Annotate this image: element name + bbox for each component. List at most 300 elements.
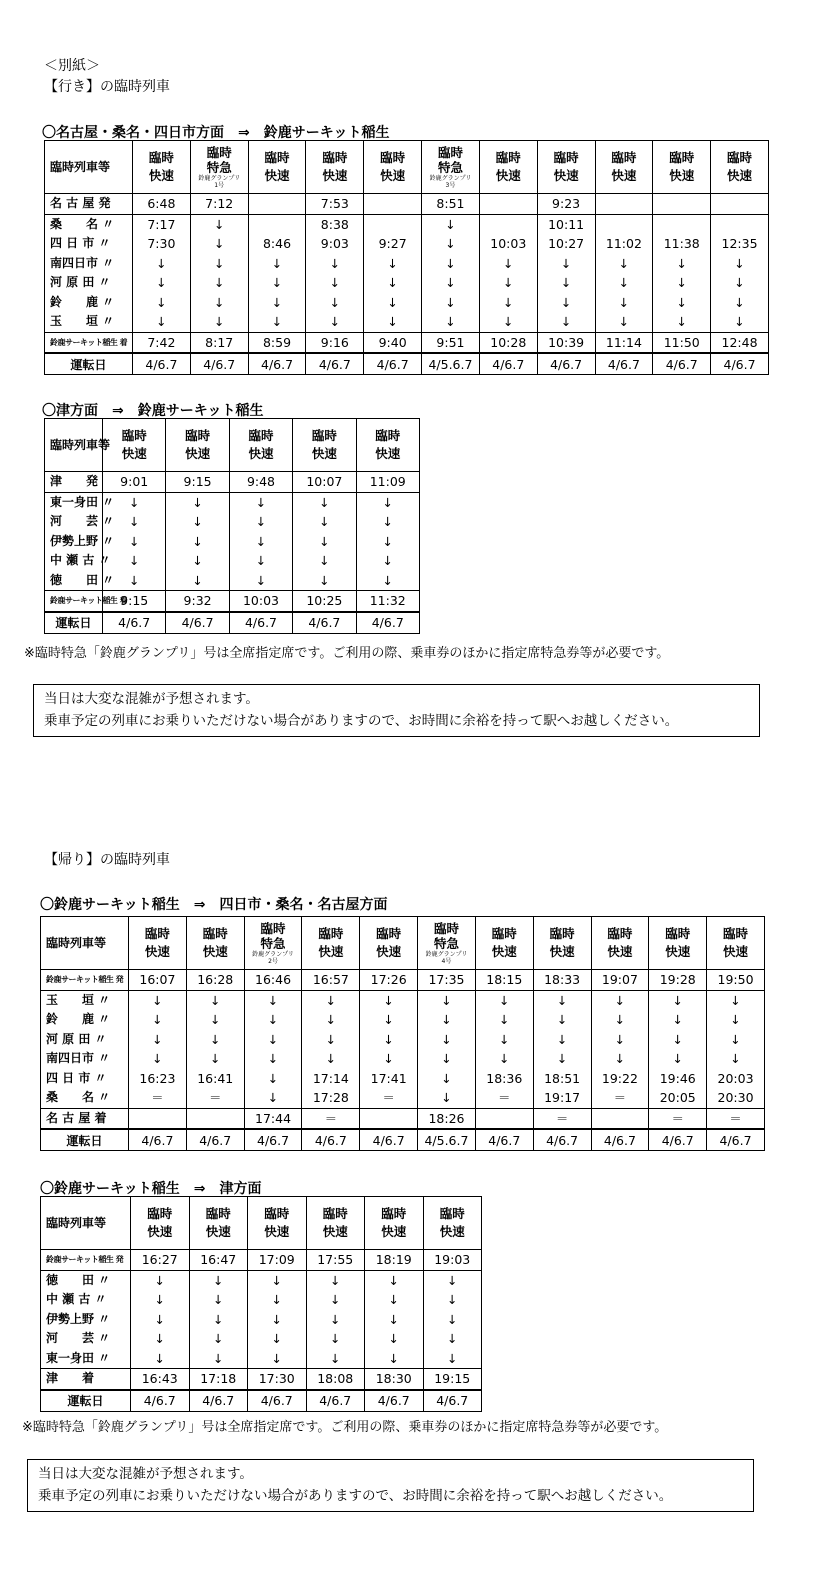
operation-days-label: 運転日 <box>45 353 133 375</box>
inbound-timetable-2 <box>40 1196 482 1412</box>
time-cell: ↓ <box>293 492 356 512</box>
time-cell: ↓ <box>475 1049 533 1069</box>
outbound-timetable-1 <box>44 140 769 375</box>
station-name: 東一身田 〃 <box>41 1349 131 1369</box>
table-row <box>41 1329 482 1349</box>
outbound-notice-box <box>33 684 760 737</box>
train-name: 鈴鹿グランプリ <box>425 951 468 958</box>
time-cell: ↓ <box>591 1030 649 1050</box>
time-cell: ↓ <box>360 1049 418 1069</box>
time-cell: ↓ <box>707 1030 765 1050</box>
time-cell: 17:35 <box>418 970 476 991</box>
train-type-line-1: 臨時 <box>439 1206 465 1221</box>
time-cell: ↓ <box>229 532 292 552</box>
time-cell: 11:14 <box>595 332 653 353</box>
table-row <box>45 492 420 512</box>
time-cell: ↓ <box>190 234 248 254</box>
time-cell: 19:50 <box>707 970 765 991</box>
time-cell: 16:07 <box>129 970 187 991</box>
table-row <box>41 1088 765 1108</box>
time-cell: ↓ <box>365 1270 424 1290</box>
time-cell: 20:03 <box>707 1069 765 1089</box>
station-name: 伊勢上野 〃 <box>41 1310 131 1330</box>
train-type-line-1: 臨時 <box>381 1206 407 1221</box>
time-cell: ↓ <box>418 1088 476 1108</box>
operation-day-cell: 4/6.7 <box>166 612 229 634</box>
corner-header: 臨時列車等 <box>45 419 103 472</box>
time-cell: ↓ <box>189 1329 248 1349</box>
time-cell: ↓ <box>229 492 292 512</box>
table-row <box>45 273 769 293</box>
operation-day-cell: 4/6.7 <box>244 1129 302 1151</box>
operation-days-label: 運転日 <box>41 1129 129 1151</box>
station-name: 津 着 <box>41 1369 131 1390</box>
station-name: 玉 垣 〃 <box>45 312 133 332</box>
operation-day-cell: 4/6.7 <box>591 1129 649 1151</box>
train-type-line-1: 臨時 <box>322 1206 348 1221</box>
time-cell: ↓ <box>365 1310 424 1330</box>
time-cell: 18:36 <box>475 1069 533 1089</box>
train-type-line-2: 快速 <box>318 944 344 959</box>
time-cell: ↓ <box>356 512 419 532</box>
time-cell: ↓ <box>306 1349 365 1369</box>
time-cell: ↓ <box>293 512 356 532</box>
station-name: 四 日 市 〃 <box>45 234 133 254</box>
train-type-line-2: 快速 <box>611 168 637 183</box>
station-name: 徳 田 〃 <box>41 1270 131 1290</box>
train-header <box>306 141 364 194</box>
time-cell <box>364 214 422 234</box>
train-type-line-1: 臨時 <box>665 926 691 941</box>
train-type-line-2: 快速 <box>311 446 337 461</box>
time-cell <box>248 214 306 234</box>
table-row <box>41 1108 765 1129</box>
train-header <box>711 141 769 194</box>
operation-day-cell: 4/6.7 <box>595 353 653 375</box>
time-cell: ↓ <box>422 234 480 254</box>
time-cell: 11:38 <box>653 234 711 254</box>
station-name: 桑 名 〃 <box>45 214 133 234</box>
time-cell: ↓ <box>131 1310 190 1330</box>
time-cell: 18:19 <box>365 1250 424 1271</box>
time-cell: ↓ <box>190 273 248 293</box>
train-header <box>248 1197 307 1250</box>
time-cell: ↓ <box>133 312 191 332</box>
time-cell: 16:47 <box>189 1250 248 1271</box>
time-cell <box>653 214 711 234</box>
time-cell <box>360 1108 418 1129</box>
train-type-line-1: 臨時 <box>264 150 290 165</box>
time-cell: ↓ <box>422 273 480 293</box>
train-header <box>537 141 595 194</box>
time-cell: 11:32 <box>356 591 419 612</box>
train-type-line-1: 臨時 <box>723 926 749 941</box>
inbound-note: ※臨時特急「鈴鹿グランプリ」号は全席指定席です。ご利用の際、乗車券のほかに指定席特急券等が必要です。 <box>22 1420 668 1435</box>
train-header <box>190 141 248 194</box>
operation-day-cell: 4/6.7 <box>190 353 248 375</box>
outbound-route-2: 〇津方面 ⇒ 鈴鹿サーキット稲生 <box>42 403 264 419</box>
time-cell: ↓ <box>360 1030 418 1050</box>
time-cell: ↓ <box>533 1010 591 1030</box>
train-type-line-2: 快速 <box>380 168 406 183</box>
train-type-line-2: 快速 <box>607 944 633 959</box>
time-cell: ↓ <box>423 1270 482 1290</box>
station-name: 東一身田 〃 <box>45 492 103 512</box>
time-cell: 18:33 <box>533 970 591 991</box>
time-cell: ↓ <box>418 1049 476 1069</box>
time-cell: ↓ <box>190 254 248 274</box>
table-row <box>41 1270 482 1290</box>
time-cell: ↓ <box>244 990 302 1010</box>
time-cell: ↓ <box>306 312 364 332</box>
train-name: 1号 <box>214 182 225 189</box>
time-cell: ↓ <box>475 1030 533 1050</box>
train-type-line-2: 快速 <box>248 446 274 461</box>
time-cell: ↓ <box>133 273 191 293</box>
train-type-line-2: 特急 <box>437 160 463 175</box>
train-type-line-1: 臨時 <box>121 428 147 443</box>
station-name: 伊勢上野 〃 <box>45 532 103 552</box>
table-row <box>41 1250 482 1271</box>
station-name: 南四日市 〃 <box>41 1049 129 1069</box>
station-name: 鈴 鹿 〃 <box>45 293 133 313</box>
operation-day-cell: 4/6.7 <box>533 1129 591 1151</box>
time-cell: 9:32 <box>166 591 229 612</box>
station-name: 徳 田 〃 <box>45 571 103 591</box>
train-name: 鈴鹿グランプリ <box>198 175 241 182</box>
time-cell: ↓ <box>248 1290 307 1310</box>
time-cell: ↓ <box>418 1069 476 1089</box>
table-row <box>45 571 420 591</box>
time-cell: 19:15 <box>423 1369 482 1390</box>
operation-day-cell: 4/6.7 <box>653 353 711 375</box>
train-type-line-1: 臨時 <box>375 428 401 443</box>
time-cell: ↓ <box>103 532 166 552</box>
train-header <box>418 917 476 970</box>
time-cell: ↓ <box>244 1030 302 1050</box>
train-header <box>133 141 191 194</box>
inbound-route-2: 〇鈴鹿サーキット稲生 ⇒ 津方面 <box>40 1181 262 1197</box>
train-header <box>475 917 533 970</box>
time-cell: 9:48 <box>229 472 292 493</box>
time-cell: 10:27 <box>537 234 595 254</box>
time-cell: 20:05 <box>649 1088 707 1108</box>
train-type-line-2: 快速 <box>375 446 401 461</box>
time-cell: ↓ <box>418 1030 476 1050</box>
time-cell <box>364 194 422 215</box>
operation-day-cell: 4/6.7 <box>103 612 166 634</box>
outbound-title: 【行き】の臨時列車 <box>44 79 170 95</box>
operation-day-cell: 4/6.7 <box>248 1390 307 1412</box>
time-cell: 19:46 <box>649 1069 707 1089</box>
train-type-line-2: 快速 <box>322 1224 348 1239</box>
time-cell: ＝ <box>707 1108 765 1129</box>
time-cell <box>595 214 653 234</box>
station-name: 四 日 市 〃 <box>41 1069 129 1089</box>
train-name: 鈴鹿グランプリ <box>429 175 472 182</box>
time-cell: 10:11 <box>537 214 595 234</box>
time-cell: 19:07 <box>591 970 649 991</box>
train-type-line-2: 快速 <box>553 168 579 183</box>
train-type-line-2: 快速 <box>439 1224 465 1239</box>
time-cell: ↓ <box>133 254 191 274</box>
operation-day-cell: 4/6.7 <box>189 1390 248 1412</box>
time-cell: ↓ <box>707 1010 765 1030</box>
train-type-line-1: 臨時 <box>185 428 211 443</box>
table-row <box>45 312 769 332</box>
train-type-line-1: 臨時 <box>549 926 575 941</box>
train-type-line-2: 快速 <box>264 168 290 183</box>
outbound-route-1: 〇名古屋・桑名・四日市方面 ⇒ 鈴鹿サーキット稲生 <box>42 125 390 141</box>
train-type-line-1: 臨時 <box>607 926 633 941</box>
train-header <box>365 1197 424 1250</box>
time-cell: ↓ <box>186 1049 244 1069</box>
station-name: 河 原 田 〃 <box>41 1030 129 1050</box>
table-row <box>45 512 420 532</box>
train-header <box>103 419 166 472</box>
time-cell: ↓ <box>475 1010 533 1030</box>
train-type-line-1: 臨時 <box>318 926 344 941</box>
time-cell: ＝ <box>129 1088 187 1108</box>
notice-line-2: 乗車予定の列車にお乗りいただけない場合がありますので、お時間に余裕を持って駅へお越しください。 <box>38 1488 673 1504</box>
inbound-title: 【帰り】の臨時列車 <box>44 852 170 868</box>
operation-day-cell: 4/6.7 <box>364 353 422 375</box>
train-type-line-2: 快速 <box>205 1224 231 1239</box>
operation-day-cell: 4/6.7 <box>365 1390 424 1412</box>
inbound-timetable-1 <box>40 916 765 1151</box>
outbound-note: ※臨時特急「鈴鹿グランプリ」号は全席指定席です。ご利用の際、乗車券のほかに指定席特急券等が必要です。 <box>24 646 670 661</box>
inbound-route-1: 〇鈴鹿サーキット稲生 ⇒ 四日市・桑名・名古屋方面 <box>40 897 388 913</box>
time-cell: 7:17 <box>133 214 191 234</box>
time-cell: ↓ <box>653 312 711 332</box>
time-cell: 9:03 <box>306 234 364 254</box>
time-cell: ↓ <box>189 1349 248 1369</box>
time-cell: ↓ <box>364 254 422 274</box>
train-type-line-1: 臨時 <box>727 150 753 165</box>
table-row <box>41 1010 765 1030</box>
time-cell: ↓ <box>364 273 422 293</box>
train-type-line-1: 臨時 <box>491 926 517 941</box>
time-cell: 18:30 <box>365 1369 424 1390</box>
train-header <box>423 1197 482 1250</box>
time-cell: ↓ <box>365 1329 424 1349</box>
train-name: 3号 <box>445 182 456 189</box>
time-cell <box>186 1108 244 1129</box>
table-row <box>41 1349 482 1369</box>
station-name: 鈴鹿サーキット稲生 着 <box>45 332 133 353</box>
corner-header: 臨時列車等 <box>41 1197 131 1250</box>
table-row <box>41 1069 765 1089</box>
station-name: 名 古 屋 発 <box>45 194 133 215</box>
time-cell: 8:38 <box>306 214 364 234</box>
station-name: 名 古 屋 着 <box>41 1108 129 1129</box>
time-cell: ↓ <box>364 293 422 313</box>
time-cell: 12:35 <box>711 234 769 254</box>
time-cell: 6:48 <box>133 194 191 215</box>
time-cell: ↓ <box>244 1049 302 1069</box>
train-header <box>422 141 480 194</box>
time-cell: 17:14 <box>302 1069 360 1089</box>
time-cell: ↓ <box>537 273 595 293</box>
train-type-line-2: 快速 <box>495 168 521 183</box>
table-row <box>41 1030 765 1050</box>
time-cell: ↓ <box>131 1329 190 1349</box>
time-cell: ↓ <box>306 254 364 274</box>
train-header <box>591 917 649 970</box>
time-cell: ↓ <box>166 532 229 552</box>
time-cell <box>248 194 306 215</box>
time-cell: 9:51 <box>422 332 480 353</box>
time-cell: 17:26 <box>360 970 418 991</box>
time-cell: 16:43 <box>131 1369 190 1390</box>
train-type-line-1: 臨時 <box>144 926 170 941</box>
notice-line-1: 当日は大変な混雑が予想されます。 <box>38 1466 253 1482</box>
time-cell: 16:27 <box>131 1250 190 1271</box>
time-cell: 18:15 <box>475 970 533 991</box>
time-cell: ↓ <box>533 990 591 1010</box>
train-header <box>302 917 360 970</box>
time-cell: 17:30 <box>248 1369 307 1390</box>
station-name: 鈴 鹿 〃 <box>41 1010 129 1030</box>
time-cell: ↓ <box>649 990 707 1010</box>
time-cell: ↓ <box>103 512 166 532</box>
train-type-line-2: 快速 <box>185 446 211 461</box>
time-cell: 18:08 <box>306 1369 365 1390</box>
operation-day-cell: 4/6.7 <box>248 353 306 375</box>
time-cell: ↓ <box>595 273 653 293</box>
time-cell: 9:40 <box>364 332 422 353</box>
train-header <box>707 917 765 970</box>
train-type-line-2: 快速 <box>669 168 695 183</box>
station-name: 中 瀬 古 〃 <box>45 551 103 571</box>
time-cell: ↓ <box>595 254 653 274</box>
time-cell: ↓ <box>248 1329 307 1349</box>
time-cell <box>591 1108 649 1129</box>
operation-day-cell: 4/6.7 <box>649 1129 707 1151</box>
train-name: 4号 <box>441 958 452 965</box>
time-cell: 8:17 <box>190 332 248 353</box>
operation-day-cell: 4/6.7 <box>356 612 419 634</box>
train-type-line-1: 臨時 <box>322 150 348 165</box>
table-row <box>41 1369 482 1390</box>
station-name: 津 発 <box>45 472 103 493</box>
time-cell: ↓ <box>306 293 364 313</box>
train-header <box>189 1197 248 1250</box>
time-cell: ↓ <box>365 1290 424 1310</box>
time-cell: ↓ <box>306 273 364 293</box>
time-cell: ↓ <box>418 1010 476 1030</box>
table-row <box>45 332 769 353</box>
time-cell: 9:15 <box>103 591 166 612</box>
train-name: 鈴鹿グランプリ <box>252 951 294 958</box>
inbound-notice-box <box>27 1459 754 1512</box>
time-cell: ↓ <box>133 293 191 313</box>
time-cell: ＝ <box>533 1108 591 1129</box>
time-cell: ↓ <box>244 1088 302 1108</box>
train-type-line-1: 臨時 <box>495 150 521 165</box>
time-cell: ↓ <box>166 551 229 571</box>
time-cell: ↓ <box>103 492 166 512</box>
operation-days-label: 運転日 <box>41 1390 131 1412</box>
time-cell: ↓ <box>293 532 356 552</box>
time-cell: ↓ <box>302 1030 360 1050</box>
time-cell: ↓ <box>649 1049 707 1069</box>
time-cell: ↓ <box>229 512 292 532</box>
train-header <box>248 141 306 194</box>
time-cell: 20:30 <box>707 1088 765 1108</box>
time-cell <box>653 194 711 215</box>
train-header <box>364 141 422 194</box>
table-row <box>41 1310 482 1330</box>
train-header <box>166 419 229 472</box>
train-header <box>229 419 292 472</box>
time-cell: ↓ <box>229 571 292 591</box>
time-cell: ↓ <box>360 1010 418 1030</box>
time-cell: 9:15 <box>166 472 229 493</box>
train-type-line-1: 臨時 <box>376 926 402 941</box>
time-cell: ↓ <box>653 254 711 274</box>
station-name: 鈴鹿サーキット稲生 発 <box>41 1250 131 1271</box>
time-cell: 17:18 <box>189 1369 248 1390</box>
train-header <box>360 917 418 970</box>
train-type-line-1: 臨時 <box>205 1206 231 1221</box>
operation-day-cell: 4/6.7 <box>537 353 595 375</box>
time-cell <box>479 214 537 234</box>
train-type-line-2: 特急 <box>260 936 286 951</box>
time-cell: ↓ <box>533 1049 591 1069</box>
time-cell: ↓ <box>129 1049 187 1069</box>
operation-day-cell: 4/6.7 <box>186 1129 244 1151</box>
train-header <box>244 917 302 970</box>
train-type-line-1: 臨時 <box>433 921 459 936</box>
time-cell: ＝ <box>302 1108 360 1129</box>
train-type-line-2: 特急 <box>206 160 232 175</box>
table-row <box>45 532 420 552</box>
time-cell: 17:44 <box>244 1108 302 1129</box>
train-type-line-1: 臨時 <box>311 428 337 443</box>
notice-line-2: 乗車予定の列車にお乗りいただけない場合がありますので、お時間に余裕を持って駅へお越しください。 <box>44 713 679 729</box>
time-cell: 8:51 <box>422 194 480 215</box>
time-cell: 9:27 <box>364 234 422 254</box>
notice-line-1: 当日は大変な混雑が予想されます。 <box>44 691 259 707</box>
time-cell: ↓ <box>356 571 419 591</box>
station-name: 河 原 田 〃 <box>45 273 133 293</box>
time-cell: ↓ <box>423 1349 482 1369</box>
time-cell: ↓ <box>356 492 419 512</box>
time-cell: ↓ <box>649 1010 707 1030</box>
time-cell: ↓ <box>131 1349 190 1369</box>
train-name: 2号 <box>268 958 278 965</box>
table-row <box>45 293 769 313</box>
train-type-line-1: 臨時 <box>437 145 463 160</box>
station-name: 河 芸 〃 <box>41 1329 131 1349</box>
time-cell: ↓ <box>711 293 769 313</box>
operation-day-cell: 4/6.7 <box>360 1129 418 1151</box>
train-type-line-2: 快速 <box>727 168 753 183</box>
corner-header: 臨時列車等 <box>41 917 129 970</box>
train-type-line-2: 快速 <box>202 944 228 959</box>
train-type-line-2: 快速 <box>381 1224 407 1239</box>
table-row <box>45 472 420 493</box>
time-cell: ↓ <box>306 1310 365 1330</box>
train-header <box>293 419 356 472</box>
train-type-line-1: 臨時 <box>248 428 274 443</box>
train-type-line-2: 快速 <box>549 944 575 959</box>
table-row <box>41 1290 482 1310</box>
table-row <box>45 234 769 254</box>
time-cell: 17:41 <box>360 1069 418 1089</box>
operation-day-cell: 4/6.7 <box>129 1129 187 1151</box>
